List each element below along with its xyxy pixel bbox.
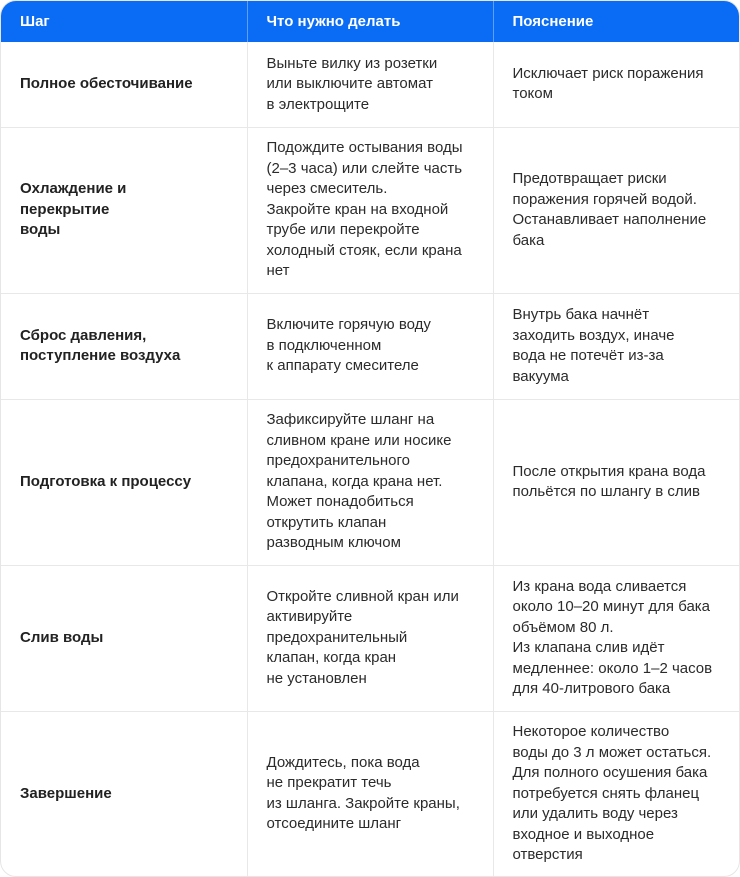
action-cell-line: открутить клапан: [266, 513, 387, 531]
action-cell: [247, 399, 493, 565]
action-cell-line: разводным ключом: [266, 534, 401, 552]
step-cell-line: Завершение: [20, 784, 112, 802]
header-note: Пояснение: [493, 1, 739, 42]
action-cell-line: из шланга. Закройте краны,: [266, 794, 460, 812]
note-cell-line: или удалить воду через: [512, 805, 678, 822]
step-cell: [1, 565, 247, 711]
note-cell-line: заходить воздух, иначе: [512, 326, 675, 344]
action-cell-line: активируйте: [266, 608, 353, 626]
action-cell-line: Закройте кран на входной: [266, 200, 449, 218]
action-cell-line: не прекратит течь: [266, 774, 392, 792]
table-row: [1, 42, 739, 127]
header-row: [1, 1, 739, 42]
note-cell-line: потребуется снять фланец: [512, 784, 700, 802]
step-cell-line: Охлаждение и: [20, 180, 127, 198]
note-cell-line: Из клапана слив идёт: [512, 639, 665, 656]
table-row: [1, 293, 739, 399]
action-cell-line: к аппарату смесителе: [266, 357, 419, 375]
step-cell-line: перекрытие: [20, 200, 110, 218]
action-cell-line: не установлен: [266, 669, 367, 687]
step-cell-line: воды: [20, 221, 61, 239]
note-cell: [493, 565, 739, 711]
step-cell: [1, 42, 247, 127]
action-cell-line: трубе или перекройте: [266, 221, 420, 239]
step-cell: [1, 711, 247, 876]
action-cell-line: предохранительного: [266, 452, 410, 470]
step-cell: [1, 127, 247, 293]
action-cell-line: отсоедините шланг: [266, 815, 402, 833]
table-row: [1, 127, 739, 293]
header-action: Что нужно делать: [247, 1, 493, 42]
note-cell: [493, 42, 739, 127]
action-cell-line: через смеситель.: [266, 180, 388, 198]
note-cell-line: Исключает риск поражения: [512, 64, 704, 82]
action-cell-line: нет: [266, 262, 290, 280]
note-cell-line: вакуума: [512, 367, 569, 385]
note-cell: [493, 399, 739, 565]
action-cell-line: сливном кране или носике: [266, 431, 452, 449]
table-body: [1, 42, 739, 876]
action-cell-line: Включите горячую воду: [266, 316, 431, 334]
action-cell-line: предохранительный: [266, 628, 408, 646]
step-cell-line: Полное обесточивание: [20, 75, 193, 92]
action-cell-line: Дождитесь, пока вода: [266, 753, 420, 771]
header-step: Шаг: [1, 1, 247, 42]
note-cell: [493, 293, 739, 399]
note-cell-line: отверстия: [512, 846, 583, 863]
table-header: [1, 1, 739, 42]
action-cell-line: Может понадобиться: [266, 493, 414, 511]
note-cell-line: током: [512, 85, 553, 103]
note-cell-line: входное и выходное: [512, 825, 655, 843]
table-row: [1, 565, 739, 711]
action-cell: [247, 127, 493, 293]
table-row: [1, 399, 739, 565]
step-cell-line: Подготовка к процессу: [20, 472, 192, 490]
action-cell-line: клапана, когда крана нет.: [266, 472, 443, 490]
note-cell-line: воды до 3 л может остаться.: [512, 743, 712, 761]
action-cell-line: Подождите остывания воды: [266, 139, 463, 157]
note-cell-line: После открытия крана вода: [512, 462, 706, 480]
action-cell-line: (2–3 часа) или слейте часть: [266, 159, 463, 177]
step-cell-line: Сброс давления,: [20, 326, 147, 344]
note-cell-line: Для полного осушения бака: [512, 764, 708, 781]
note-cell: [493, 127, 739, 293]
note-cell-line: объёмом 80 л.: [512, 618, 614, 636]
action-cell-line: Откройте сливной кран или: [266, 587, 459, 605]
action-cell: [247, 711, 493, 876]
action-cell-line: или выключите автомат: [266, 75, 433, 92]
note-cell-line: Предотвращает риски: [512, 170, 667, 187]
note-cell-line: около 10–20 минут для бака: [512, 598, 711, 615]
action-cell-line: Выньте вилку из розетки: [266, 54, 438, 72]
action-cell: [247, 293, 493, 399]
action-cell-line: Зафиксируйте шланг на: [266, 411, 435, 429]
note-cell-line: поражения горячей водой.: [512, 190, 697, 208]
action-cell-line: в электрощите: [266, 95, 370, 113]
action-cell: [247, 565, 493, 711]
note-cell-line: медленнее: около 1–2 часов: [512, 659, 713, 677]
step-cell: [1, 293, 247, 399]
note-cell-line: Из крана вода сливается: [512, 577, 687, 595]
table-row: [1, 711, 739, 876]
note-cell-line: вода не потечёт из-за: [512, 347, 664, 364]
instruction-table: [1, 1, 739, 876]
note-cell-line: для 40-литрового бака: [512, 680, 671, 697]
action-cell-line: в подключенном: [266, 336, 382, 354]
note-cell-line: Некоторое количество: [512, 723, 670, 740]
step-cell-line: Слив воды: [20, 628, 104, 646]
note-cell-line: Внутрь бака начнёт: [512, 306, 650, 323]
note-cell-line: Останавливает наполнение: [512, 211, 707, 228]
action-cell-line: клапан, когда кран: [266, 649, 397, 667]
note-cell-line: бака: [512, 231, 545, 249]
note-cell-line: польётся по шлангу в слив: [512, 483, 700, 500]
step-cell: [1, 399, 247, 565]
step-cell-line: поступление воздуха: [20, 347, 181, 364]
note-cell: [493, 711, 739, 876]
action-cell-line: холодный стояк, если крана: [266, 241, 462, 259]
action-cell: [247, 42, 493, 127]
